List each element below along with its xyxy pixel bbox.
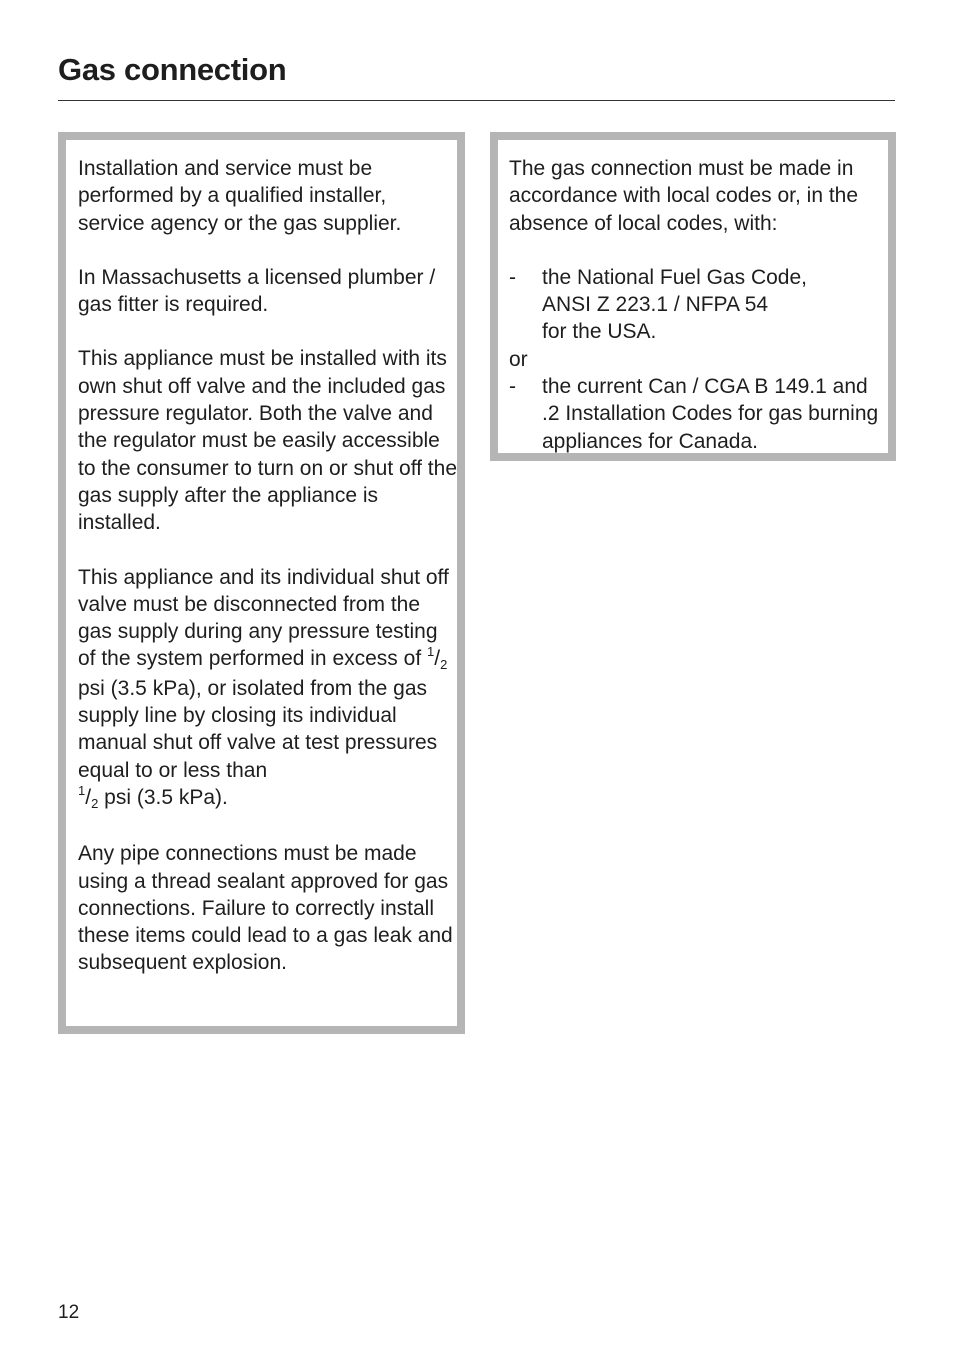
paragraph-shut-off-valve: This appliance must be installed with its own shut off valve and the included gas pressure regulator. Both the valve and the regulator must be easily accessible to the consumer to turn on or shut off the gas supply after the appliance is installed. [78, 347, 458, 535]
title-divider [58, 100, 895, 101]
fraction-denominator: 2 [91, 795, 99, 811]
notice-box-local-codes [490, 132, 896, 461]
list-dash: - [509, 265, 516, 289]
fraction-numerator: 1 [426, 644, 435, 660]
paragraph-local-codes: The gas connection must be made in accordance with local codes or, in the absence of local codes, with: [509, 157, 859, 235]
list-item-canada-code [509, 373, 888, 455]
list-item-usa-code [509, 264, 888, 346]
fraction-numerator: 1 [78, 782, 86, 798]
list-dash: - [509, 375, 516, 399]
fraction-slash: / [85, 785, 92, 809]
pressure-text-part2: psi (3.5 kPa), or isolated from the gas supply line by closing its individual manual shut off valve at test pressures equal to or less than [78, 676, 438, 782]
pressure-text-part1: This appliance and its individual shut off valve must be disconnected from the gas supply during any pressure testing of the system performed in excess of [78, 565, 449, 671]
paragraph-qualified-installer: Installation and service must be performed by a qualified installer, service agency or the gas supplier. [78, 157, 402, 235]
paragraph-massachusetts: In Massachusetts a licensed plumber / gas fitter is required. [78, 265, 436, 317]
page-title: Gas connection [58, 52, 287, 87]
usa-code-line1: the National Fuel Gas Code, [542, 265, 807, 289]
or-separator: or [509, 347, 528, 371]
usa-code-line2: ANSI Z 223.1 / NFPA 54 [542, 293, 769, 317]
canada-code-text: the current Can / CGA B 149.1 and .2 Installation Codes for gas burning appliances for Canada. [542, 375, 879, 453]
fraction-slash: / [434, 647, 441, 671]
paragraph-pressure-testing [78, 564, 457, 814]
usa-code-line3: for the USA. [542, 320, 657, 344]
pressure-text-part3: psi (3.5 kPa). [98, 785, 228, 809]
fraction-denominator: 2 [440, 657, 448, 673]
page-number: 12 [58, 1302, 80, 1323]
paragraph-thread-sealant: Any pipe connections must be made using a thread sealant approved for gas connections. Failure to correctly install these items could lead to a gas leak and subsequent explosion. [78, 842, 453, 975]
notice-box-installation [58, 132, 465, 1034]
